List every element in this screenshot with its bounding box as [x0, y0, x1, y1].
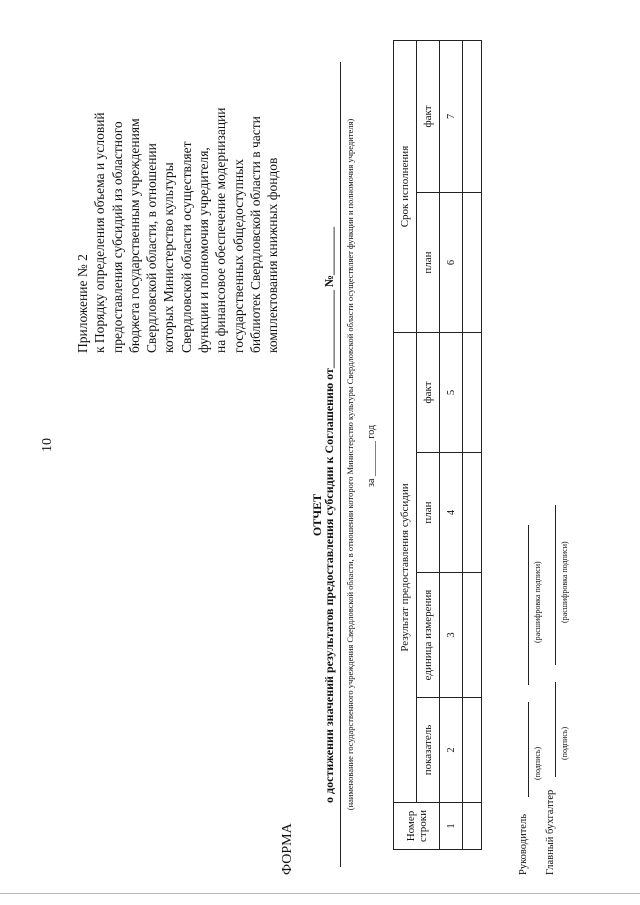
appendix-line: бюджета государственным учреждениям [126, 118, 142, 353]
table-cell[interactable] [463, 698, 482, 803]
report-period[interactable]: за _______ год [366, 424, 377, 487]
page-edge-divider [0, 893, 640, 894]
table-subheader-row [417, 41, 440, 850]
appendix-line: Приложение № 2 [75, 254, 90, 353]
head-decoding-caption: (расшифровка подписи) [533, 561, 542, 643]
table-row [440, 41, 463, 850]
appendix-line: которых Министерство культуры [161, 162, 177, 353]
institution-name-caption: (наименование государственного учреждения Свердловской области, в отношении которого Министерство культуры Свердловской области осуществляет функции и полномочия учредителя) [345, 118, 355, 811]
table-cell[interactable] [463, 41, 482, 193]
head-decoding-line[interactable] [528, 525, 529, 685]
appendix-line: на финансовое обеспечение модернизации [213, 107, 229, 353]
table-cell[interactable] [463, 573, 482, 698]
header-unit: единица измерения [417, 573, 440, 698]
head-signature-line[interactable] [528, 702, 529, 797]
accountant-decoding-line[interactable] [555, 505, 556, 665]
column-number: 7 [440, 41, 463, 193]
accountant-signature-caption: (подпись) [560, 726, 569, 760]
appendix-line: функции и полномочия учредителя, [196, 147, 212, 353]
appendix-line: государственных общедоступных [230, 159, 246, 353]
header-deadline-fact: факт [417, 41, 440, 193]
header-fact: факт [417, 333, 440, 453]
table-cell[interactable] [463, 193, 482, 333]
appendix-line: Свердловской области осуществляет [178, 141, 194, 353]
table-cell[interactable] [463, 333, 482, 453]
table-cell[interactable] [463, 803, 482, 850]
head-signature-row [518, 525, 529, 875]
page-number: 10 [40, 438, 55, 452]
header-deadline-plan: план [417, 193, 440, 333]
header-deadline-group: Срок исполнения [394, 41, 417, 333]
table-row [463, 41, 482, 850]
appendix-block [74, 23, 282, 353]
header-result-group: Результат предоставления субсидии [394, 333, 417, 803]
head-label: Руководитель [518, 814, 529, 875]
column-number: 2 [440, 698, 463, 803]
report-title: ОТЧЕТ [310, 493, 324, 537]
accountant-label: Главный бухгалтер [545, 789, 556, 875]
head-signature-caption: (подпись) [533, 746, 542, 780]
report-subtitle: о достижении значений результатов предоставления субсидии к Соглашению от_____________ №________ [322, 227, 336, 803]
column-number: 5 [440, 333, 463, 453]
accountant-decoding-caption: (расшифровка подписи) [560, 541, 569, 623]
appendix-line: комплектования книжных фондов [265, 157, 281, 353]
column-number: 1 [440, 803, 463, 850]
accountant-signature-row [545, 505, 556, 875]
header-row-number: Номер строки [394, 803, 440, 850]
report-table [393, 40, 482, 850]
appendix-line: Свердловской области, в отношении [144, 143, 160, 353]
form-label: ФОРМА [280, 823, 295, 875]
column-number: 4 [440, 453, 463, 573]
header-indicator: показатель [417, 698, 440, 803]
header-plan: план [417, 453, 440, 573]
appendix-line: библиотек Свердловской области в части [247, 116, 263, 353]
accountant-signature-line[interactable] [555, 682, 556, 777]
institution-name-line[interactable] [340, 62, 341, 867]
table-cell[interactable] [463, 453, 482, 573]
table-header-row [394, 41, 417, 850]
appendix-line: предоставления субсидий из областного [109, 121, 125, 353]
appendix-line: к Порядку определения объема и условий [92, 112, 108, 353]
column-number: 3 [440, 573, 463, 698]
column-number: 6 [440, 193, 463, 333]
